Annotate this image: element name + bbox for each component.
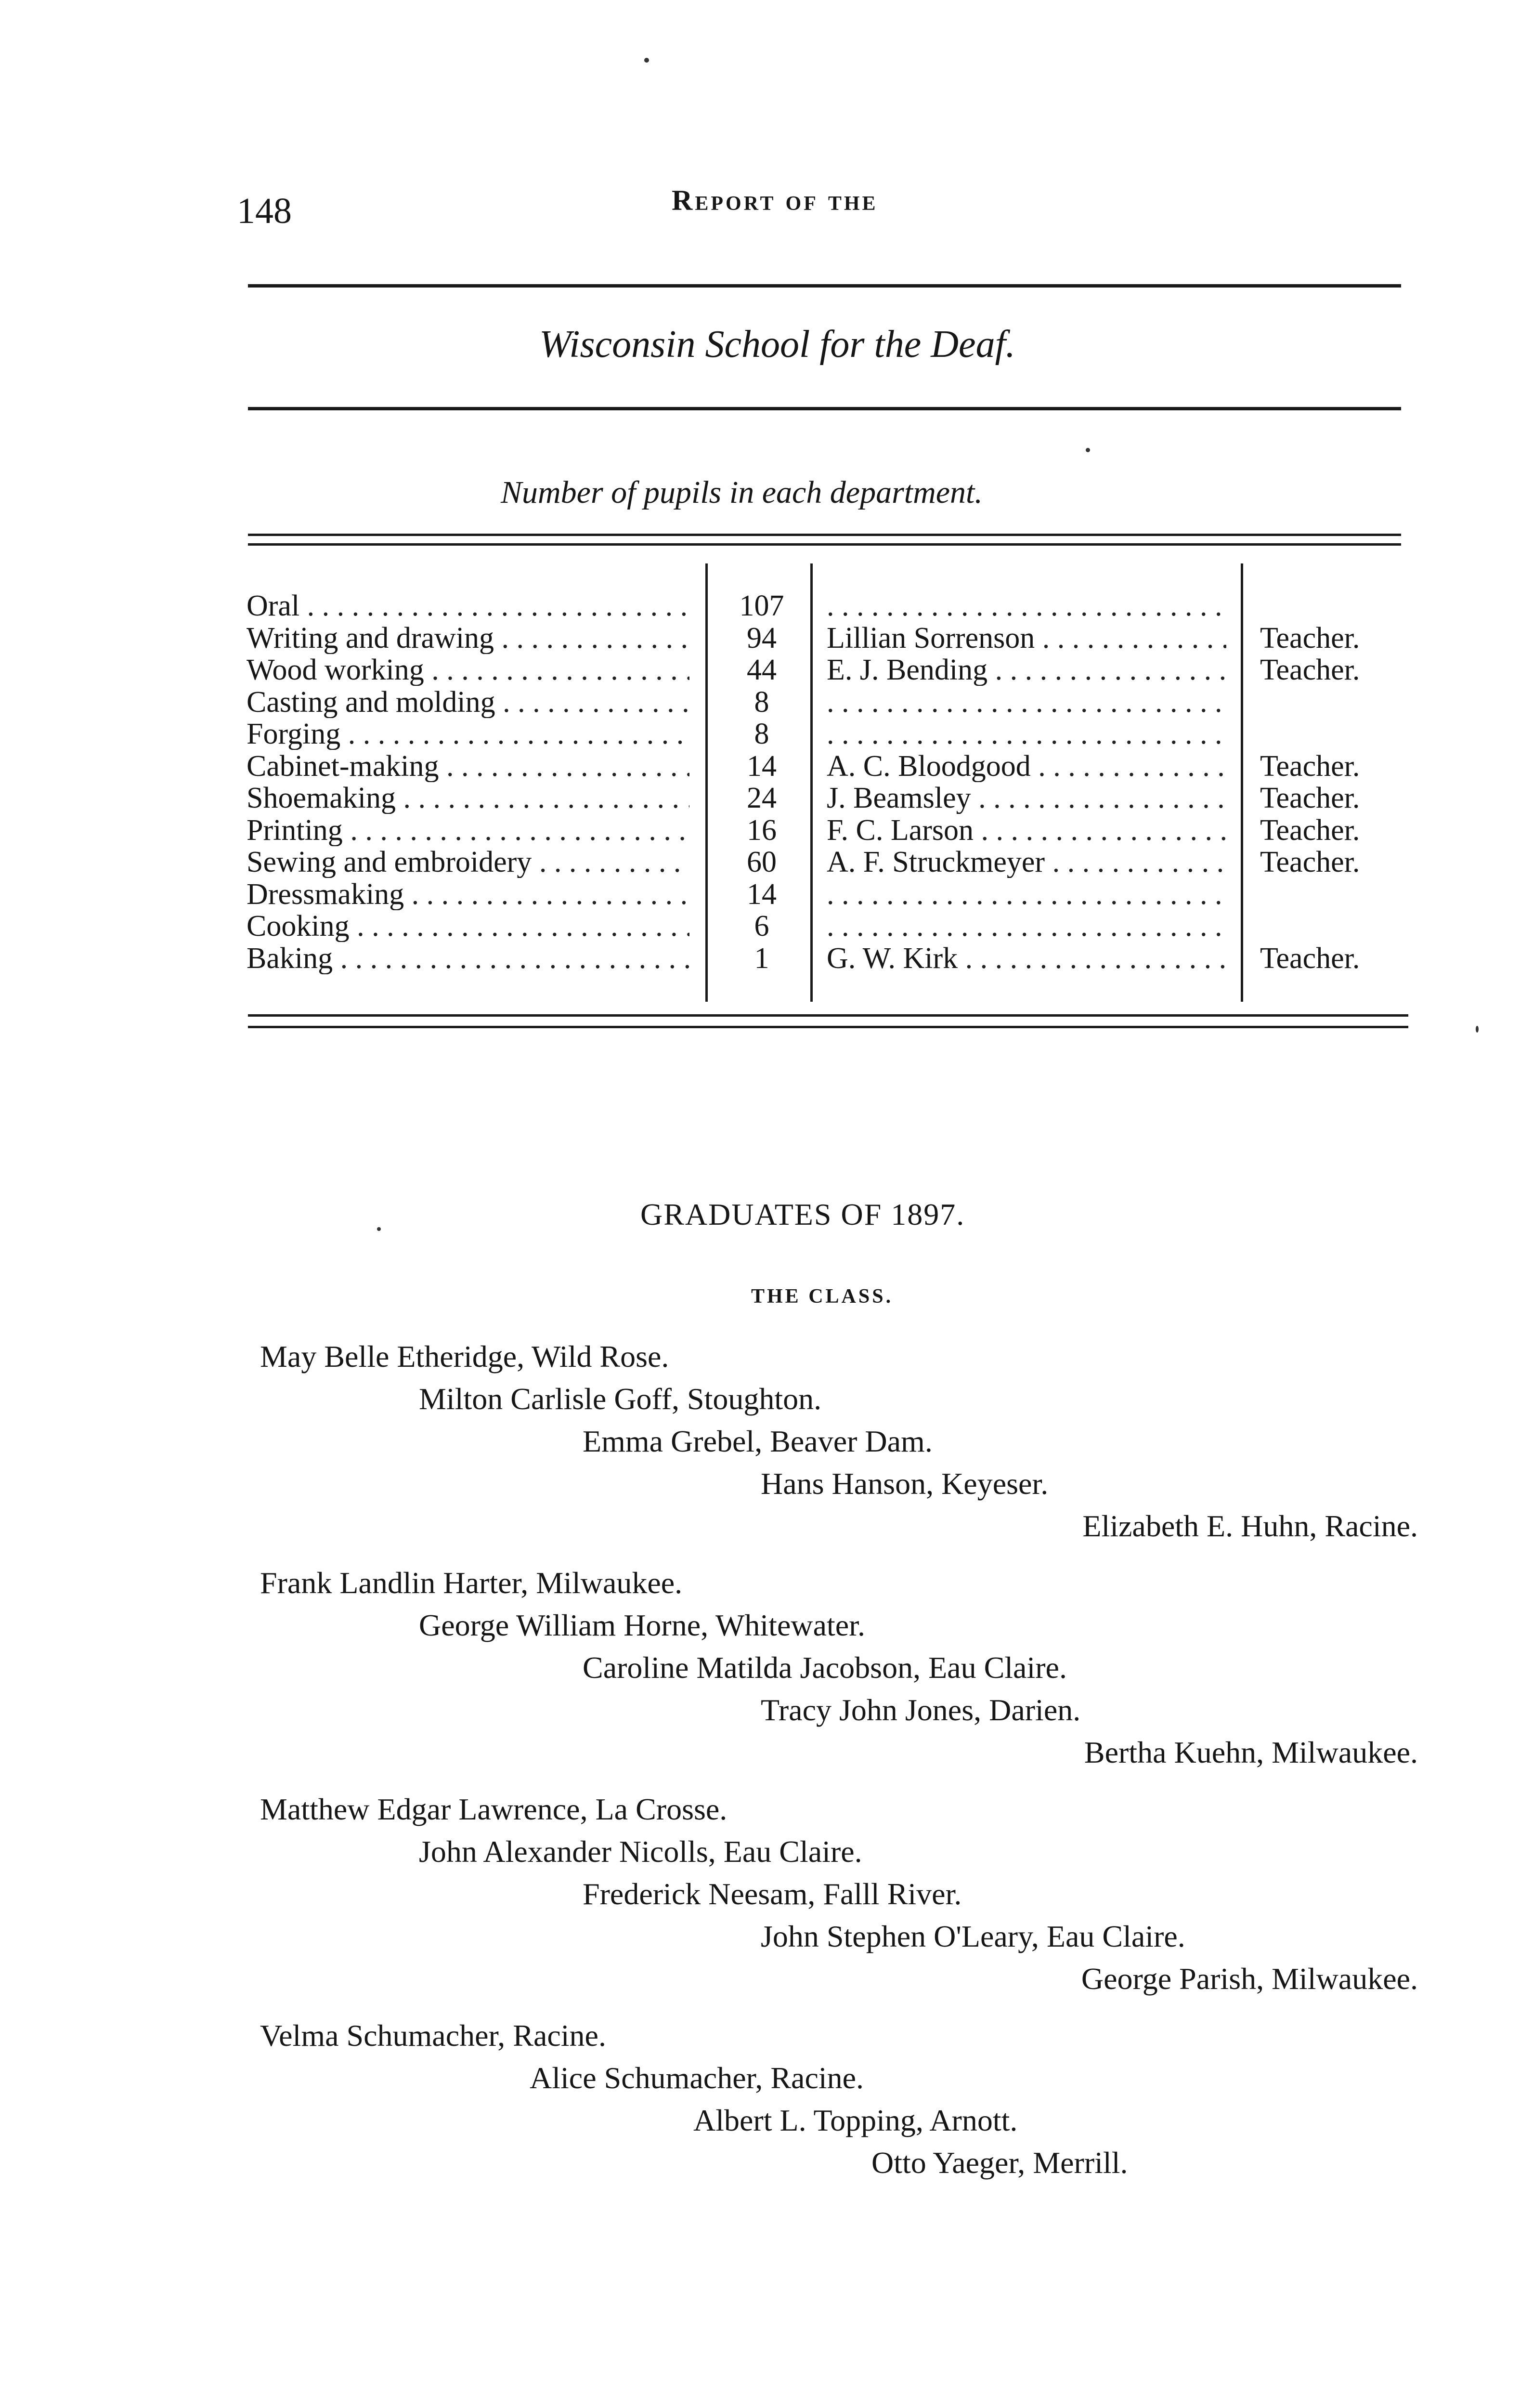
table-top-rule-1 [248,534,1401,536]
class-heading: THE CLASS. [751,1285,894,1308]
graduate-entry: Milton Carlisle Goff, Stoughton. [419,1382,822,1416]
scan-speck [1086,448,1090,452]
graduate-entry: Bertha Kuehn, Milwaukee. [1084,1735,1418,1769]
department-row [247,686,1417,718]
graduate-entry: George William Horne, Whitewater. [419,1608,865,1642]
teacher-name: Lillian Sorrenson . . . [827,622,1226,654]
teacher-name [827,878,1226,910]
pupil-count: 94 [747,621,777,654]
department-name: Dressmaking . . . [247,878,689,910]
department-name: Sewing and embroidery . . . [247,846,689,878]
department-row [247,878,1417,910]
department-row [247,942,1417,974]
pupil-count: 1 [754,942,769,975]
department-name: Casting and molding . . . [247,686,689,718]
teacher-name [827,686,1226,718]
scan-speck [644,58,649,63]
teacher-role: Teacher. [1260,813,1360,847]
department-name: Cabinet-making . . . [247,750,689,782]
scan-speck [377,1227,381,1231]
department-row [247,910,1417,942]
graduates-heading: GRADUATES OF 1897. [640,1197,965,1231]
graduate-entry: Alice Schumacher, Racine. [530,2061,864,2095]
department-row [247,654,1417,686]
graduate-entry: Emma Grebel, Beaver Dam. [583,1424,933,1458]
department-row [247,750,1417,782]
department-row [247,622,1417,654]
table-caption: Number of pupils in each department. [501,475,983,510]
department-name: Printing . . . [247,814,689,846]
teacher-role: Teacher. [1260,654,1360,686]
teacher-role: Teacher. [1260,621,1360,654]
department-name: Baking . . . [247,942,689,974]
pupil-count: 60 [747,846,777,878]
department-name: Writing and drawing . . . [247,622,689,654]
department-row [247,718,1417,750]
graduate-entry: Matthew Edgar Lawrence, La Crosse. [260,1792,728,1826]
graduate-entry: John Stephen O'Leary, Eau Claire. [761,1919,1185,1953]
teacher-role: Teacher. [1260,782,1360,814]
department-name: Wood working . . . [247,654,689,686]
graduate-entry: John Alexander Nicolls, Eau Claire. [419,1834,862,1869]
teacher-name: A. F. Struckmeyer . . . [827,846,1226,878]
teacher-role: Teacher. [1260,942,1360,975]
table-bottom-rule-2 [248,1026,1408,1028]
pupil-count: 24 [747,782,777,814]
pupil-count: 44 [747,654,777,686]
pupil-count: 14 [747,877,777,911]
graduate-entry: Otto Yaeger, Merrill. [871,2146,1128,2180]
department-name: Forging . . . [247,718,689,750]
graduate-entry: Caroline Matilda Jacobson, Eau Claire. [583,1650,1067,1685]
department-name: Cooking . . . [247,910,689,942]
running-head: Report of the [672,184,878,216]
graduate-entry: Albert L. Topping, Arnott. [693,2103,1018,2137]
teacher-name [827,718,1226,750]
department-name: Oral . . . [247,590,689,622]
pupil-count: 8 [754,718,769,750]
graduate-entry: George Parish, Milwaukee. [1081,1962,1418,1996]
department-row [247,814,1417,846]
table-bottom-rule-1 [248,1014,1408,1017]
department-row [247,846,1417,878]
page-number: 148 [237,191,292,231]
graduate-entry: Hans Hanson, Keyeser. [761,1466,1049,1501]
top-rule [248,284,1401,288]
teacher-name [827,910,1226,942]
pupil-count: 6 [754,910,769,942]
teacher-role: Teacher. [1260,749,1360,783]
pupil-count: 14 [747,749,777,783]
graduate-entry: Elizabeth E. Huhn, Racine. [1082,1509,1418,1543]
graduate-entry: May Belle Etheridge, Wild Rose. [260,1339,669,1374]
department-row [247,782,1417,814]
graduate-entry: Velma Schumacher, Racine. [260,2018,606,2053]
teacher-name: J. Beamsley . . . [827,782,1226,814]
graduate-entry: Frederick Neesam, Falll River. [583,1877,962,1911]
teacher-name: A. C. Bloodgood . . . [827,750,1226,782]
department-name: Shoemaking . . . [247,782,689,814]
pupil-count: 107 [739,589,784,622]
graduate-entry: Tracy John Jones, Darien. [761,1693,1081,1727]
school-title: Wisconsin School for the Deaf. [539,323,1015,366]
teacher-name: E. J. Bending . . . [827,654,1226,686]
pupil-count: 16 [747,813,777,847]
teacher-name: F. C. Larson . . . [827,814,1226,846]
teacher-name: G. W. Kirk . . . [827,942,1226,974]
graduate-entry: Frank Landlin Harter, Milwaukee. [260,1566,683,1600]
department-row [247,590,1417,622]
table-top-rule-2 [248,543,1401,546]
teacher-name [827,590,1226,622]
teacher-role: Teacher. [1260,846,1360,878]
title-rule [248,407,1401,410]
scan-speck [1476,1026,1479,1033]
pupil-count: 8 [754,685,769,719]
